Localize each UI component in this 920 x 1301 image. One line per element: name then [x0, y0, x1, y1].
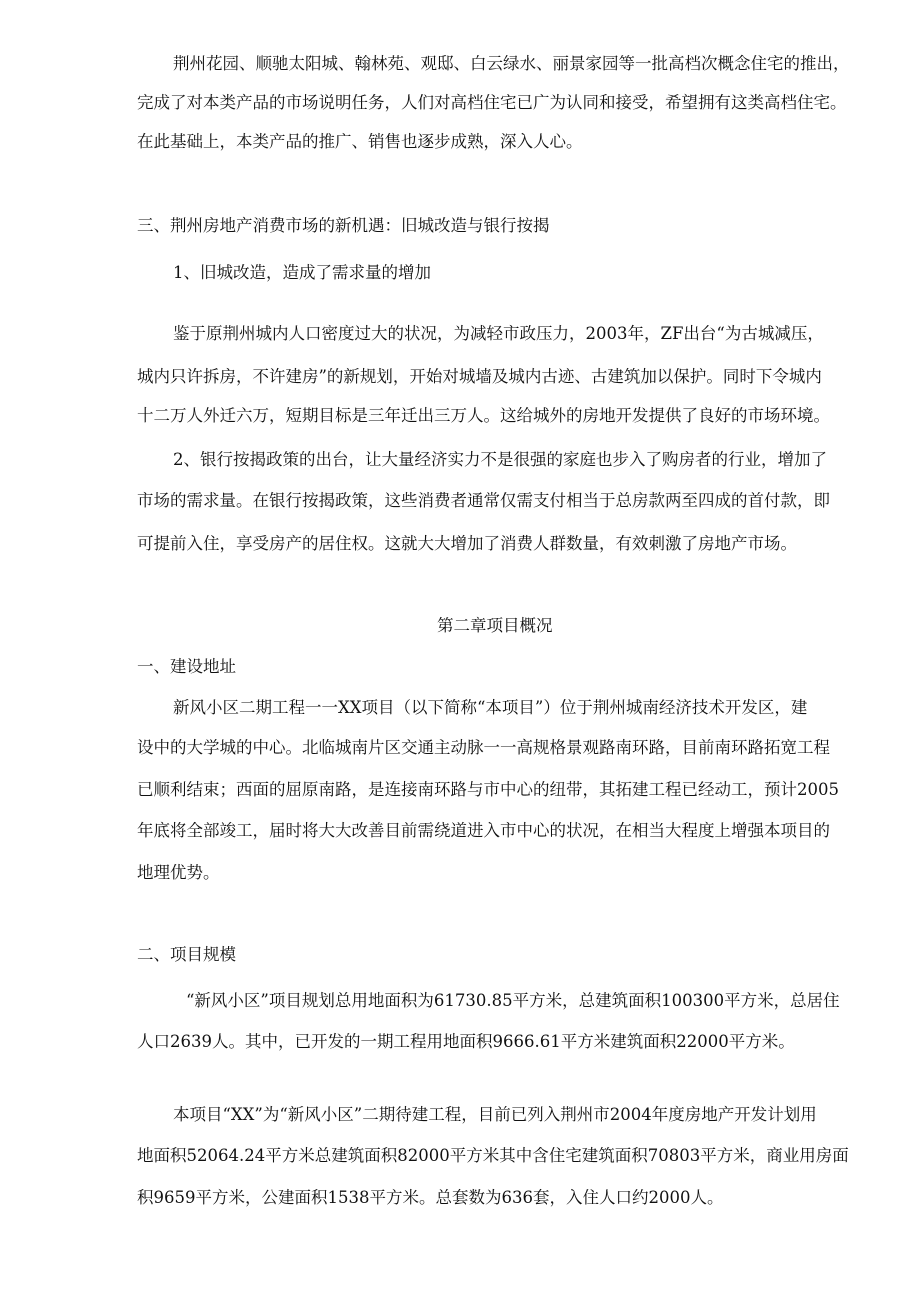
- chapter-title: 第二章项目概况: [437, 616, 553, 635]
- text-line: “新风小区”项目规划总用地面积为61730.85平方米，总建筑面积100300平方米，总居住: [186, 991, 840, 1010]
- text-line: 新风小区二期工程一一XX项目（以下简称“本项目”）位于荆州城南经济技术开发区，建: [173, 698, 808, 717]
- text-line: 设中的大学城的中心。北临城南片区交通主动脉一一高规格景观路南环路，目前南环路拓宽工程: [137, 738, 830, 757]
- text-line: 完成了对本类产品的市场说明任务，人们对高档住宅已广为认同和接受，希望拥有这类高档住宅。: [137, 93, 847, 112]
- text-line: 市场的需求量。在银行按揭政策，这些消费者通常仅需支付相当于总房款两至四成的首付款，即: [137, 491, 830, 510]
- text-line: 可提前入住，享受房产的居住权。这就大大增加了消费人群数量，有效刺激了房地产市场。: [137, 534, 797, 553]
- section-heading: 二、项目规模: [137, 945, 236, 964]
- section-heading: 一、建设地址: [137, 657, 236, 676]
- text-line: 地理优势。: [137, 863, 220, 882]
- text-line: 年底将全部竣工，届时将大大改善目前需绕道进入市中心的状况，在相当大程度上增强本项目的: [137, 821, 830, 840]
- sub-heading: 1、旧城改造，造成了需求量的增加: [173, 263, 431, 282]
- text-line: 十二万人外迁六万，短期目标是三年迁出三万人。这给城外的房地开发提供了良好的市场环境。: [137, 406, 830, 425]
- text-line: 本项目“XX”为“新风小区”二期待建工程，目前已列入荆州市2004年度房地产开发计划用: [173, 1105, 817, 1124]
- text-line: 荆州花园、顺驰太阳城、翰林苑、观邸、白云绿水、丽景家园等一批高档次概念住宅的推出，: [173, 54, 850, 73]
- text-line: 人口2639人。其中，已开发的一期工程用地面积9666.61平方米建筑面积22000平方米。: [137, 1032, 795, 1051]
- section-heading: 三、荆州房地产消费市场的新机遇：旧城改造与银行按揭: [137, 216, 550, 235]
- text-line: 在此基础上，本类产品的推广、销售也逐步成熟，深入人心。: [137, 132, 583, 151]
- text-line: 积9659平方米，公建面积1538平方米。总套数为636套，入住人口约2000人。: [137, 1188, 724, 1207]
- text-line: 鉴于原荆州城内人口密度过大的状况，为减轻市政压力，2003年，ZF出台“为古城减压，: [173, 324, 824, 343]
- text-line: 2、银行按揭政策的出台，让大量经济实力不是很强的家庭也步入了购房者的行业，增加了: [173, 450, 827, 469]
- text-line: 地面积52064.24平方米总建筑面积82000平方米其中含住宅建筑面积70803平方米，商业用房面: [137, 1146, 849, 1165]
- text-line: 城内只许拆房，不许建房”的新规划，开始对城墙及城内古迹、古建筑加以保护。同时下令城内: [137, 367, 822, 386]
- text-line: 已顺利结束；西面的屈原南路，是连接南环路与市中心的纽带，其拓建工程已经动工，预计2005: [137, 780, 839, 799]
